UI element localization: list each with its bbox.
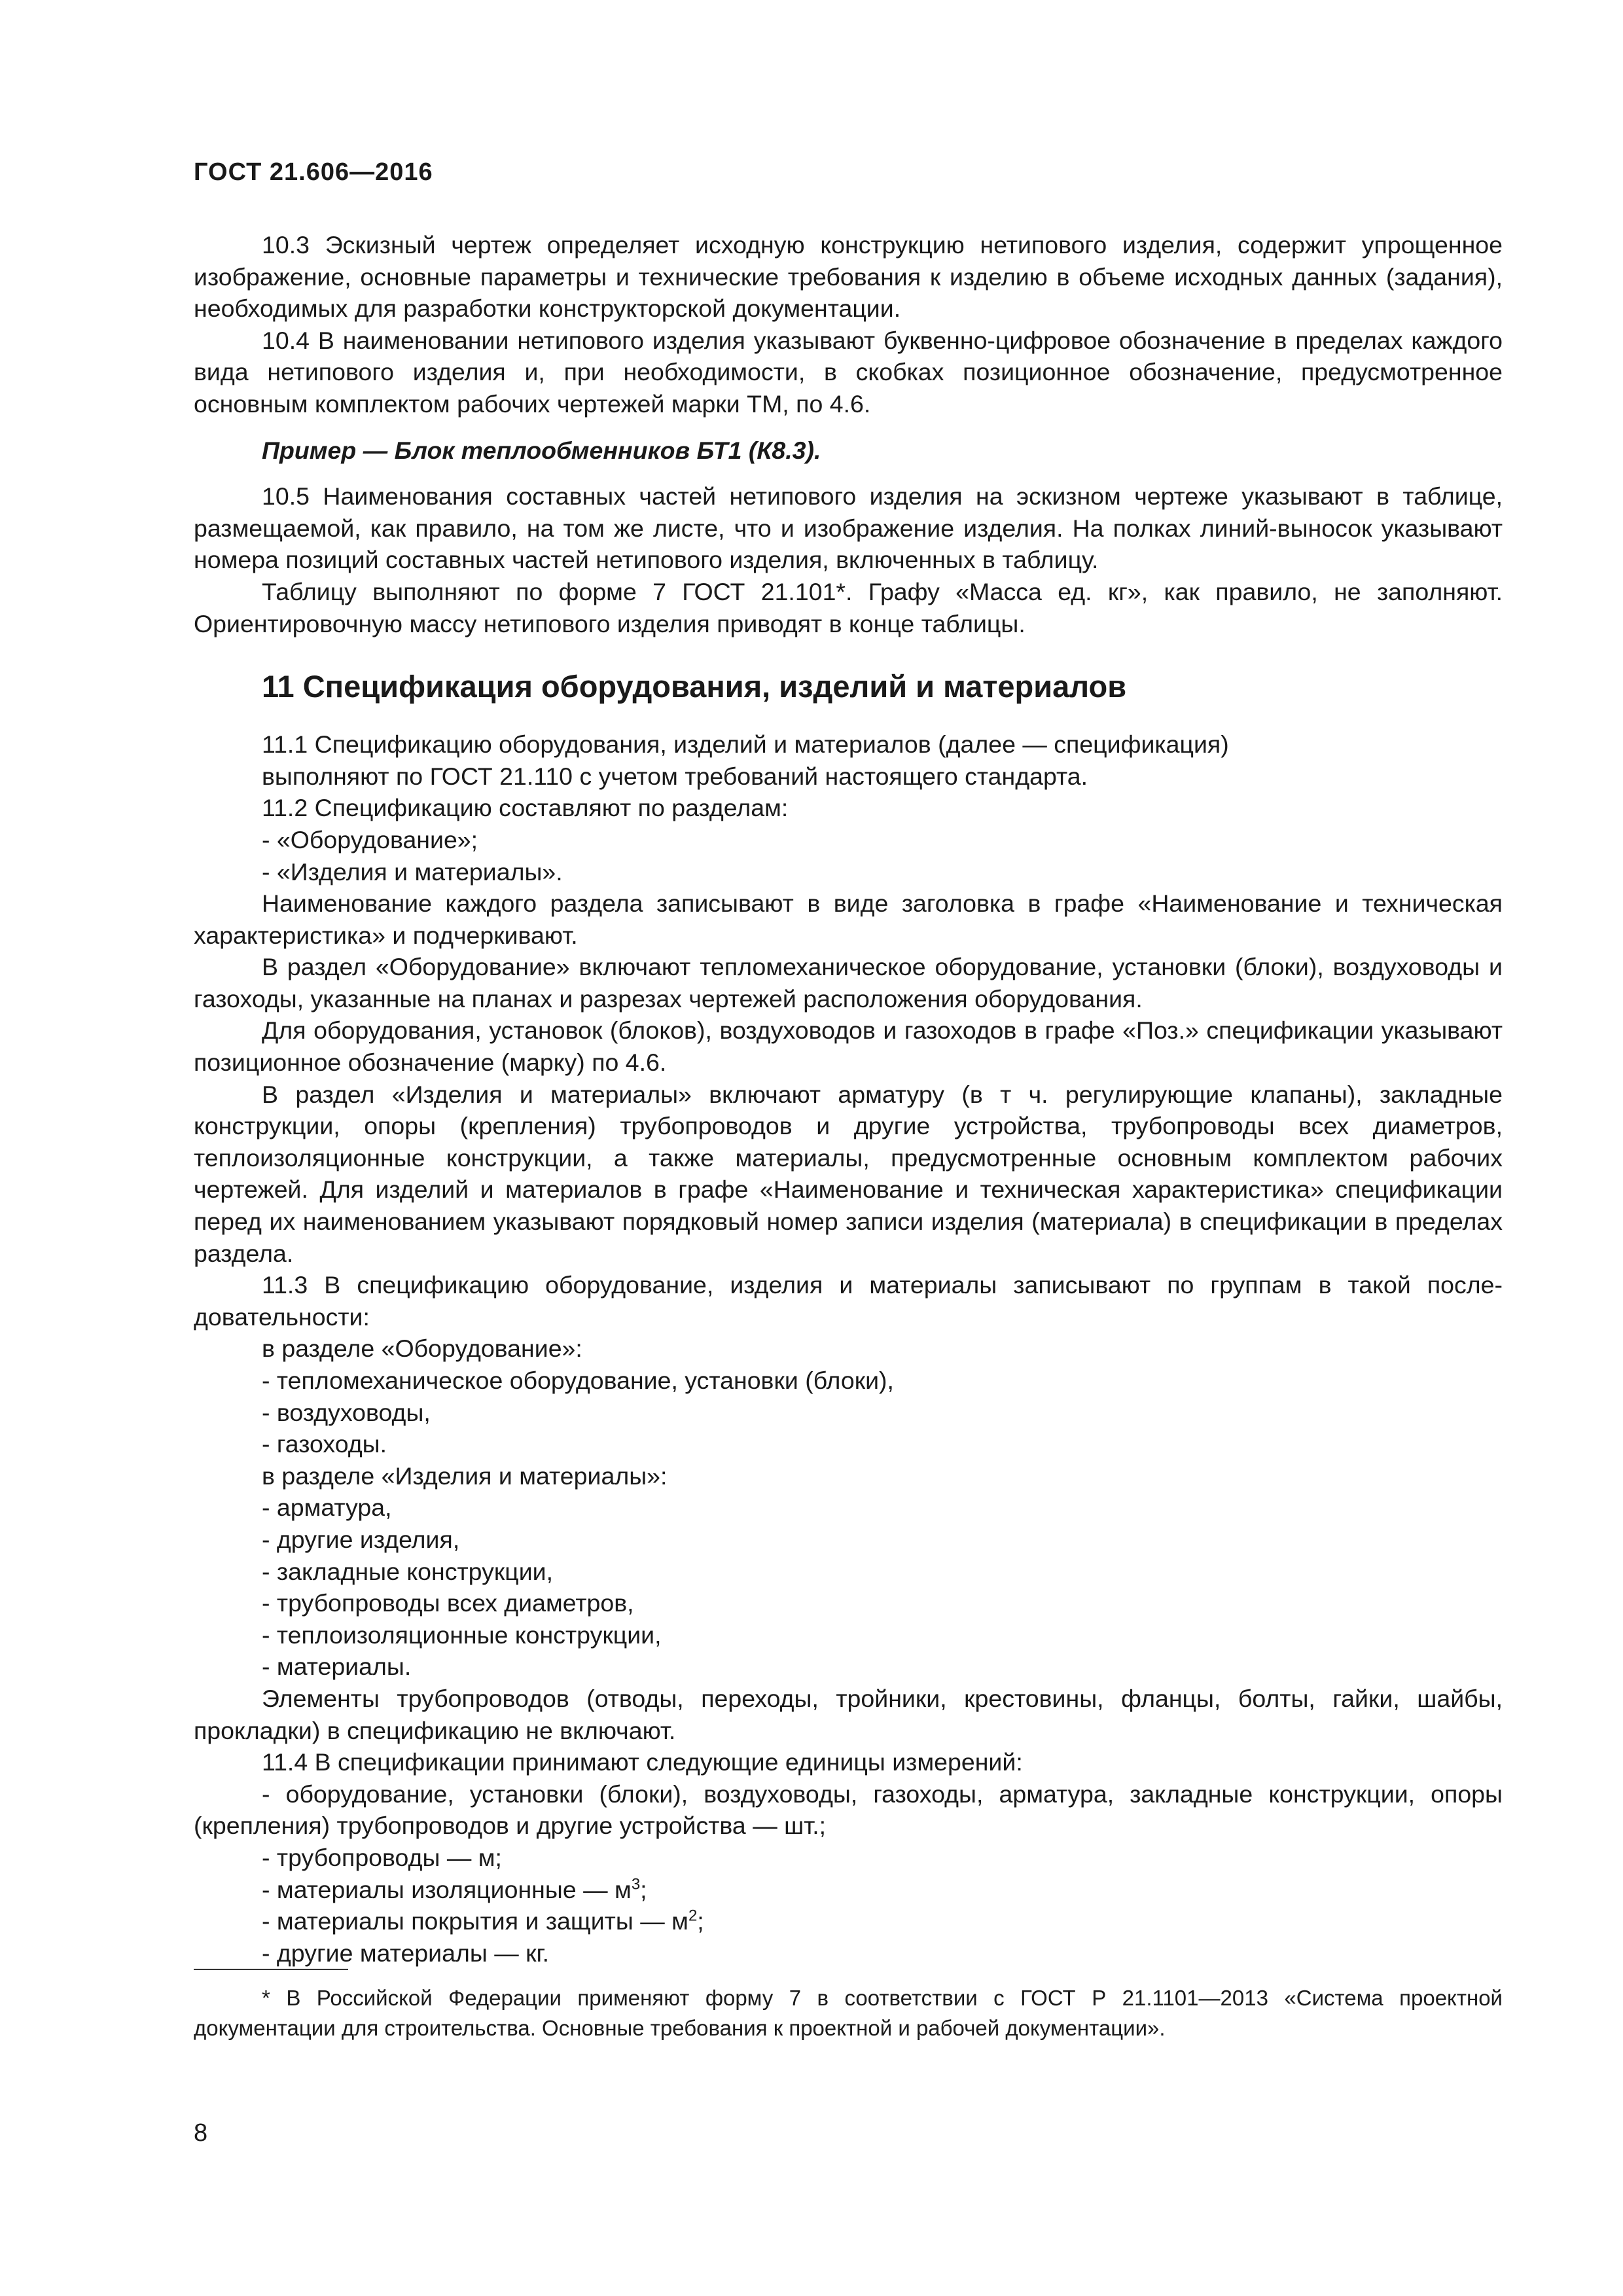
- list-item: - другие материалы — кг.: [262, 1939, 550, 1967]
- list-item: - теплоизоляционные конструкции,: [262, 1621, 662, 1649]
- list-item: - трубопроводы — м;: [262, 1843, 502, 1871]
- list-item: - «Изделия и материалы».: [262, 857, 563, 886]
- paragraph-10-4: 10.4 В наименовании нетипового изделия указывают буквенно-цифровое обозначение в пределах каждого вида нетипового изделия и, при необходимости, в скобках позиционное обозначение, предусмотренное основным комплектом рабочих чертежей марки ТМ, по 4.6.: [194, 326, 1503, 418]
- superscript-3: 3: [631, 1875, 641, 1893]
- paragraph-11-1: 11.1 Спецификацию оборудования, изделий и материалов (далее — спецификация): [262, 730, 1229, 759]
- footnote-divider: [194, 1969, 348, 1970]
- paragraph-11-2-b: В раздел «Оборудование» включают тепломеханическое оборудование, установки (блоки), воздуховоды и газоходы, указанные на планах и разрезах чертежей расположения оборудования.: [194, 953, 1503, 1013]
- paragraph-11-2-d: В раздел «Изделия и материалы» включают арматуру (в т ч. регулирующие клапаны), закладные конструкции, опоры (крепления) трубопроводов и другие устройства, трубопроводы всех диаметров, теплоизоляционные конструкции, а также материалы, предусмотренные основным комплектом рабочих чертежей. Для изделий и материалов в графе «Наименование и техническая характеристика» спецификации перед их наименованием указывают порядковый номер записи изделия (материала) в спецификации в пределах раздела.: [194, 1080, 1503, 1267]
- paragraph-11-2: 11.2 Спецификацию составляют по разделам:: [262, 794, 789, 822]
- list-item: - газоходы.: [262, 1430, 387, 1458]
- subsection-products: в разделе «Изделия и материалы»:: [262, 1462, 668, 1490]
- paragraph-11-4-a: - оборудование, установки (блоки), воздуховоды, газоходы, арматура, закладные конструкции, опоры (крепления) трубопроводов и другие устройства — шт.;: [194, 1780, 1503, 1840]
- list-item-coating: [194, 1905, 1503, 1937]
- footnote: * В Российской Федерации применяют форму 7 в соответствии с ГОСТ Р 21.1101—2013 «Система проектной документации для строительства. Основные требования к проектной и рабочей документации».: [194, 1986, 1503, 2040]
- list-item: - другие изделия,: [262, 1525, 460, 1553]
- paragraph-11-3-b: Элементы трубопроводов (отводы, переходы, тройники, крестовины, фланцы, болты, гайки, шайбы, прокладки) в спецификацию не включают.: [194, 1684, 1503, 1744]
- paragraph-11-3: 11.3 В спецификацию оборудование, изделия и материалы записывают по группам в такой последовательности:: [194, 1271, 1503, 1331]
- example-text: Пример — Блок теплообменников БТ1 (К8.3).: [262, 436, 821, 464]
- list-item: - тепломеханическое оборудование, установки (блоки),: [262, 1367, 894, 1394]
- paragraph-10-5-table: Таблицу выполняют по форме 7 ГОСТ 21.101*. Графу «Масса ед. кг», как правило, не заполняют. Ориентировочную массу нетипового изделия приводят в конце таблицы.: [194, 577, 1503, 637]
- subsection-equipment: в разделе «Оборудование»:: [262, 1335, 582, 1363]
- paragraph-11-2-c: Для оборудования, установок (блоков), воздуховодов и газоходов в графе «Поз.» спецификации указывают позиционное обозначение (марку) по 4.6.: [194, 1016, 1503, 1077]
- list-item: - закладные конструкции,: [262, 1557, 554, 1585]
- page-number: 8: [194, 2119, 208, 2147]
- paragraph-10-5: 10.5 Наименования составных частей нетипового изделия на эскизном чертеже указывают в таблице, размещаемой, как правило, на том же листе, что и изображение изделия. На полках линий-выносок указывают номера позиций составных частей нетипового изделия, включенных в таблицу.: [194, 482, 1503, 574]
- unit-text: - материалы изоляционные — м: [262, 1875, 632, 1903]
- list-item: - трубопроводы всех диаметров,: [262, 1589, 634, 1617]
- list-item: - арматура,: [262, 1494, 392, 1522]
- list-item-insulation: [194, 1874, 1503, 1906]
- list-item: - «Оборудование»;: [262, 825, 478, 853]
- paragraph-11-1-cont: выполняют по ГОСТ 21.110 с учетом требований настоящего стандарта.: [262, 762, 1088, 790]
- paragraph-10-3: 10.3 Эскизный чертеж определяет исходную конструкцию нетипового изделия, содержит упрощенное изображение, основные параметры и технические требования к изделию в объеме исходных данных (задания), необходимых для разработки конструкторской документации.: [194, 231, 1503, 323]
- main-text: [194, 229, 1503, 1969]
- superscript-2: 2: [688, 1907, 698, 1925]
- document-header: ГОСТ 21.606—2016: [194, 158, 433, 186]
- section-11-heading: 11 Спецификация оборудования, изделий и материалов: [262, 669, 1127, 704]
- semicolon: ;: [697, 1907, 704, 1935]
- semicolon: ;: [640, 1875, 647, 1903]
- list-item: - воздуховоды,: [262, 1398, 431, 1426]
- list-item: - материалы.: [262, 1653, 412, 1681]
- paragraph-11-2-a: Наименование каждого раздела записывают в виде заголовка в графе «Наименование и техническая характеристика» и подчеркивают.: [194, 889, 1503, 949]
- unit-text: - материалы покрытия и защиты — м: [262, 1907, 688, 1935]
- paragraph-11-4: 11.4 В спецификации принимают следующие единицы измерений:: [262, 1748, 1023, 1776]
